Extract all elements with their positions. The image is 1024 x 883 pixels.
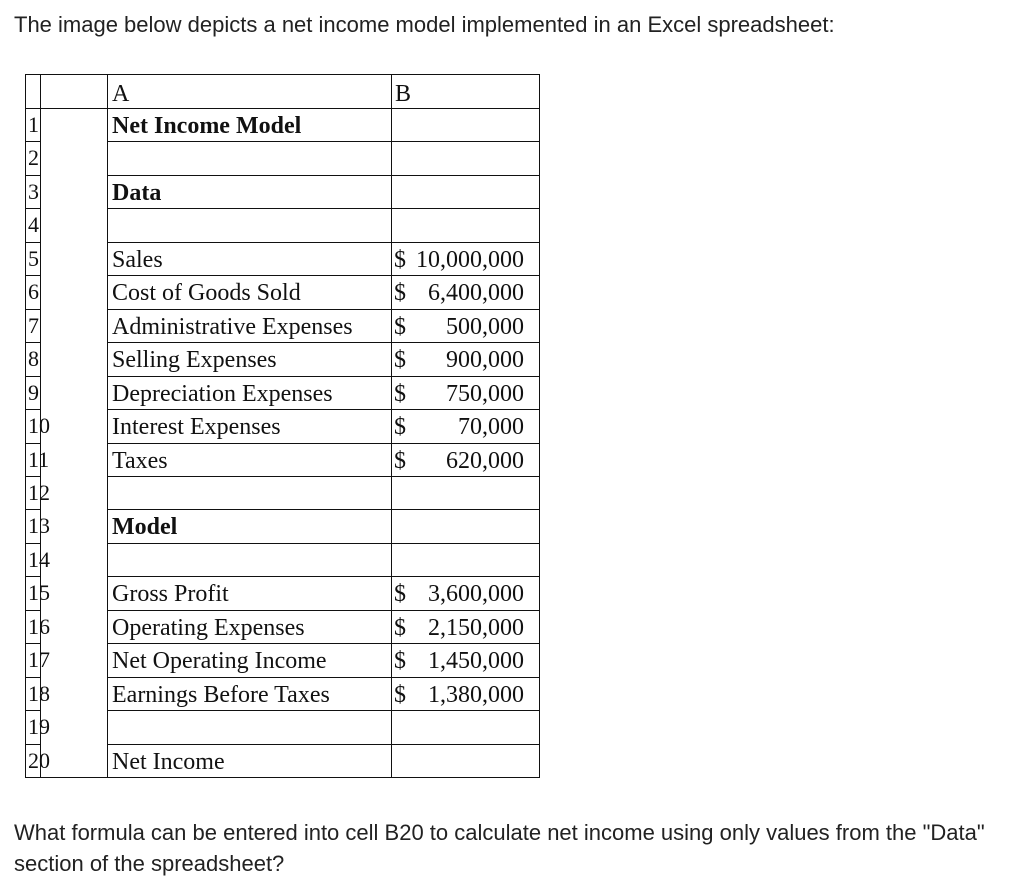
row-number-divider xyxy=(26,677,40,678)
row-number: 16 xyxy=(28,613,50,639)
row-divider xyxy=(107,443,539,444)
cell-a-label[interactable]: Depreciation Expenses xyxy=(112,380,333,407)
cell-a-label[interactable]: Net Operating Income xyxy=(112,648,327,675)
row-number-divider xyxy=(26,208,40,209)
cell-b-currency: $ xyxy=(394,414,406,441)
row-number: 1 xyxy=(28,112,39,137)
cell-b-value[interactable]: 1,380,000 xyxy=(428,681,524,708)
cell-b-currency: $ xyxy=(394,648,406,675)
cell-a-label[interactable]: Model xyxy=(112,514,178,541)
cell-a-label[interactable]: Data xyxy=(112,179,162,206)
cell-a-label[interactable]: Gross Profit xyxy=(112,581,229,608)
row-number: 10 xyxy=(28,413,50,439)
row-number: 19 xyxy=(28,714,50,740)
cell-b-empty[interactable] xyxy=(392,108,538,141)
row-number: 13 xyxy=(28,513,50,539)
cell-b-value[interactable]: 70,000 xyxy=(458,414,524,441)
cell-a-empty[interactable] xyxy=(108,710,391,743)
spreadsheet-table xyxy=(25,74,540,778)
row-divider xyxy=(107,576,539,577)
row-number: 18 xyxy=(28,680,50,706)
row-divider xyxy=(107,342,539,343)
cell-b-currency: $ xyxy=(394,581,406,608)
cell-a-label[interactable]: Cost of Goods Sold xyxy=(112,280,301,307)
cell-b-empty[interactable] xyxy=(392,543,538,576)
row-number-divider xyxy=(26,643,40,644)
cell-b-currency: $ xyxy=(394,280,406,307)
row-number: 4 xyxy=(28,212,39,238)
cell-b-value[interactable]: 2,150,000 xyxy=(428,614,524,641)
row-divider xyxy=(107,610,539,611)
row-number: 6 xyxy=(28,279,39,305)
cell-b-currency: $ xyxy=(394,246,406,273)
cell-b-currency: $ xyxy=(394,614,406,641)
cell-b-value[interactable]: 750,000 xyxy=(446,380,524,407)
row-number-divider xyxy=(26,543,40,544)
row-number-divider xyxy=(26,141,40,142)
cell-b-currency: $ xyxy=(394,447,406,474)
row-divider xyxy=(107,275,539,276)
cell-a-empty[interactable] xyxy=(108,141,391,174)
column-a-divider xyxy=(107,75,108,777)
row-number: 9 xyxy=(28,379,39,405)
cell-a-label[interactable]: Interest Expenses xyxy=(112,414,281,441)
row-number-divider xyxy=(26,275,40,276)
cell-b-empty[interactable] xyxy=(392,208,538,241)
row-divider xyxy=(107,409,539,410)
row-number: 7 xyxy=(28,312,39,338)
cell-a-label[interactable]: Taxes xyxy=(112,447,168,474)
row-divider xyxy=(107,643,539,644)
row-number-divider xyxy=(26,610,40,611)
cell-b-currency: $ xyxy=(394,681,406,708)
row-number-divider xyxy=(26,576,40,577)
row-number: 3 xyxy=(28,178,39,204)
cell-b-currency: $ xyxy=(394,313,406,340)
cell-b-value[interactable]: 900,000 xyxy=(446,347,524,374)
cell-b-value[interactable]: 10,000,000 xyxy=(416,246,524,273)
row-number-divider xyxy=(26,744,40,745)
cell-a-empty[interactable] xyxy=(108,476,391,509)
cell-b-currency: $ xyxy=(394,347,406,374)
row-number: 15 xyxy=(28,580,50,606)
cell-b-empty[interactable] xyxy=(392,141,538,174)
cell-a-label[interactable]: Selling Expenses xyxy=(112,347,277,374)
row-number: 12 xyxy=(28,479,50,505)
cell-b-value[interactable]: 1,450,000 xyxy=(428,648,524,675)
row-divider xyxy=(107,677,539,678)
cell-b-value[interactable]: 500,000 xyxy=(446,313,524,340)
row-number: 17 xyxy=(28,647,50,673)
cell-b-empty[interactable] xyxy=(392,175,538,208)
row-divider xyxy=(107,309,539,310)
row-number: 20 xyxy=(28,747,50,773)
cell-b-value[interactable]: 620,000 xyxy=(446,447,524,474)
intro-text: The image below depicts a net income model implemented in an Excel spreadsheet: xyxy=(14,12,835,37)
row-number-divider xyxy=(26,242,40,243)
cell-a-label[interactable]: Earnings Before Taxes xyxy=(112,681,330,708)
row-number-divider xyxy=(26,376,40,377)
row-divider xyxy=(107,376,539,377)
row-number: 2 xyxy=(28,145,39,171)
cell-b-currency: $ xyxy=(394,380,406,407)
column-header-b: B xyxy=(395,81,412,107)
cell-b-value[interactable]: 3,600,000 xyxy=(428,581,524,608)
row-number-divider xyxy=(26,443,40,444)
row-number-divider xyxy=(26,309,40,310)
row-number-divider xyxy=(26,476,40,477)
cell-a-label[interactable]: Operating Expenses xyxy=(112,614,305,641)
cell-b-value[interactable]: 6,400,000 xyxy=(428,280,524,307)
cell-b-empty[interactable] xyxy=(392,744,538,777)
cell-a-empty[interactable] xyxy=(108,543,391,576)
cell-b-empty[interactable] xyxy=(392,509,538,542)
cell-a-label[interactable]: Administrative Expenses xyxy=(112,313,353,340)
cell-a-label[interactable]: Net Income xyxy=(112,748,225,775)
row-number-divider xyxy=(26,409,40,410)
row-number-divider xyxy=(26,509,40,510)
cell-b-empty[interactable] xyxy=(392,710,538,743)
row-number: 11 xyxy=(28,446,50,472)
row-number-divider xyxy=(26,342,40,343)
cell-b-empty[interactable] xyxy=(392,476,538,509)
cell-a-label[interactable]: Sales xyxy=(112,246,163,273)
cell-a-empty[interactable] xyxy=(108,208,391,241)
row-number: 5 xyxy=(28,245,39,271)
row-number: 8 xyxy=(28,346,39,372)
row-divider xyxy=(107,242,539,243)
row-number-divider xyxy=(26,175,40,176)
column-header-a: A xyxy=(112,81,130,107)
question-text: What formula can be entered into cell B20 to calculate net income using only values from the "Data" section of the spreadsheet? xyxy=(14,820,985,876)
row-number: 14 xyxy=(28,546,50,572)
row-number-divider xyxy=(26,710,40,711)
cell-a-label[interactable]: Net Income Model xyxy=(112,113,302,139)
